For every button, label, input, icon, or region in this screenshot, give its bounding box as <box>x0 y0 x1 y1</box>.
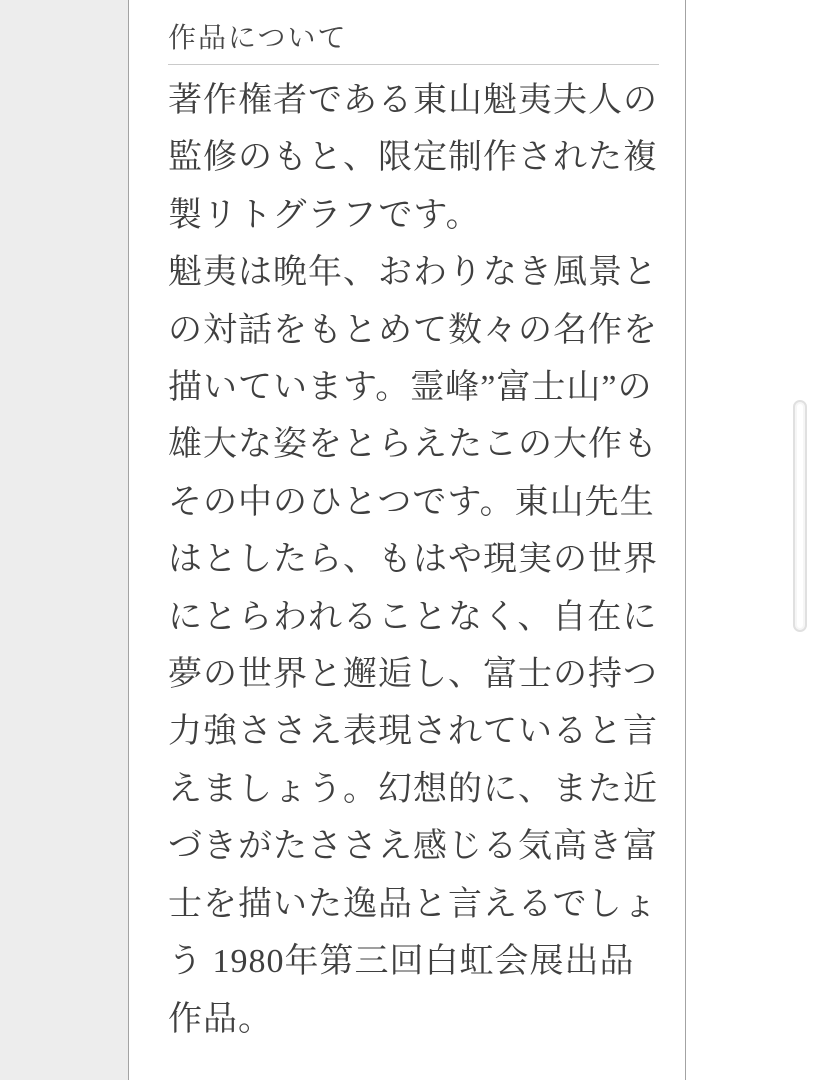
text-line: はとしたら、もはや現実の世界 <box>168 541 658 579</box>
text-line: 著作権者である東山魁夷夫人の <box>168 82 658 119</box>
text-line: 描いています。霊峰”富士山”の <box>168 369 653 407</box>
text-line: 雄大な姿をとらえたこの大作も <box>168 426 658 464</box>
text-line: 製リトグラフです。 <box>168 196 481 234</box>
text-line: 士を描いた逸品と言えるでしょ <box>168 885 658 923</box>
scrollbar-thumb[interactable] <box>793 400 807 632</box>
text-line: 作品。 <box>168 1000 273 1038</box>
page-gutter-left <box>0 0 129 1080</box>
text-line: 力強ささえ表現されていると言 <box>168 713 658 751</box>
text-line: 夢の世界と邂逅し、富士の持つ <box>168 656 658 694</box>
article-text <box>168 72 659 1048</box>
text-line: えましょう。幻想的に、また近 <box>168 770 658 808</box>
text-line: にとらわれることなく、自在に <box>168 598 658 636</box>
text-line: 魁夷は晩年、おわりなき風景と <box>168 254 658 292</box>
text-line: 監修のもと、限定制作された複 <box>168 139 658 177</box>
content-panel <box>130 0 686 1080</box>
text-line: う 1980年第三回白虹会展出品 <box>168 943 635 981</box>
section-heading: 作品について <box>168 0 659 65</box>
text-line: その中のひとつです。東山先生 <box>168 483 655 521</box>
text-line: の対話をもとめて数々の名作を <box>168 311 658 349</box>
text-line: づきがたささえ感じる気高き富 <box>168 828 658 866</box>
